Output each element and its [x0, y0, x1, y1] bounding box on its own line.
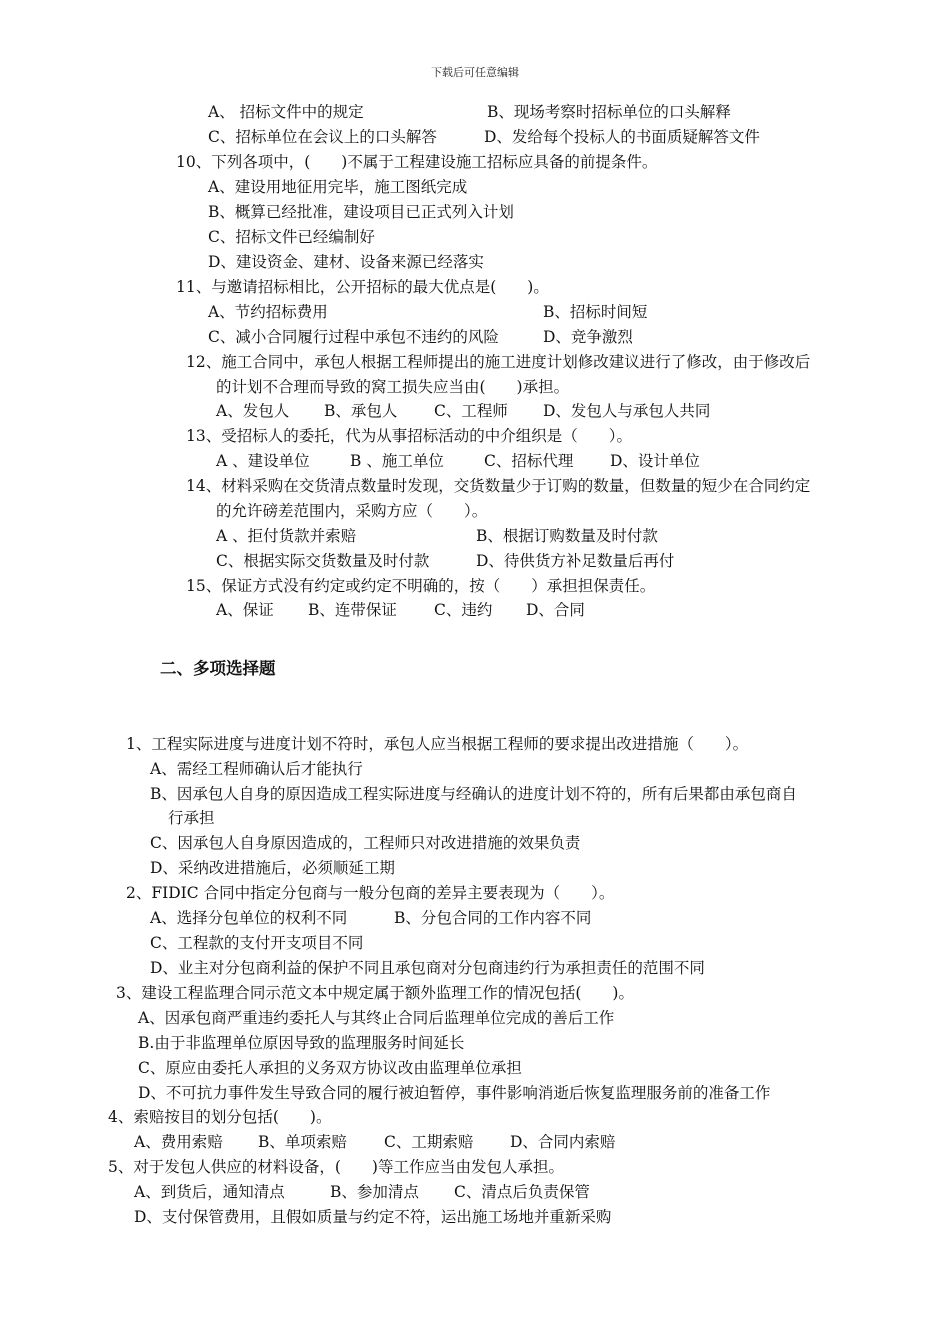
q13-option-d: D、设计单位 [610, 452, 700, 470]
m2-stem: 2、FIDIC 合同中指定分包商与一般分包商的差异主要表现为（ ）。 [126, 884, 615, 902]
m3-option-b: B.由于非监理单位原因导致的监理服务时间延长 [138, 1034, 465, 1052]
q9-option-a: A、 招标文件中的规定 [208, 103, 364, 121]
q15-option-b: B、连带保证 [308, 601, 397, 619]
m1-stem: 1、工程实际进度与进度计划不符时，承包人应当根据工程师的要求提出改进措施（ ）。 [126, 735, 749, 753]
m1-option-b-line2: 行承担 [168, 809, 215, 827]
page-header: 下载后可任意编辑 [431, 66, 519, 79]
q9-option-c: C、招标单位在会议上的口头解答 [208, 128, 437, 146]
q15-option-d: D、合同 [526, 601, 585, 619]
q14-option-a: A 、拒付货款并索赔 [216, 527, 357, 545]
m4-option-b: B、单项索赔 [258, 1133, 347, 1151]
q12-option-a: A、发包人 [216, 402, 290, 420]
q12-stem-line1: 12、施工合同中，承包人根据工程师提出的施工进度计划修改建议进行了修改，由于修改后 [186, 353, 811, 371]
m2-option-b: B、分包合同的工作内容不同 [394, 909, 592, 927]
m5-option-b: B、参加清点 [330, 1183, 419, 1201]
q14-option-b: B、根据订购数量及时付款 [476, 527, 658, 545]
m1-option-c: C、因承包人自身原因造成的，工程师只对改进措施的效果负责 [150, 834, 581, 852]
m4-option-c: C、工期索赔 [384, 1133, 474, 1151]
m1-option-b-line1: B、因承包人自身的原因造成工程实际进度与经确认的进度计划不符的，所有后果都由承包商自 [150, 785, 797, 803]
q11-option-b: B、招标时间短 [543, 303, 648, 321]
q11-option-c: C、减小合同履行过程中承包不违约的风险 [208, 328, 499, 346]
q14-stem-line1: 14、材料采购在交货清点数量时发现，交货数量少于订购的数量，但数量的短少在合同约定 [186, 477, 811, 495]
q11-option-d: D、竞争激烈 [543, 328, 633, 346]
m1-option-a: A、需经工程师确认后才能执行 [150, 760, 363, 778]
q10-stem: 10、下列各项中，( )不属于工程建设施工招标应具备的前提条件。 [176, 153, 658, 171]
section-title-multiple-choice: 二、多项选择题 [160, 659, 276, 678]
q15-option-c: C、违约 [434, 601, 493, 619]
q10-option-d: D、建设资金、建材、设备来源已经落实 [208, 253, 484, 271]
q9-option-d: D、发给每个投标人的书面质疑解答文件 [484, 128, 760, 146]
q13-option-a: A 、建设单位 [216, 452, 310, 470]
q14-stem-line2: 的允许磅差范围内，采购方应（ ）。 [216, 502, 488, 520]
m2-option-a: A、选择分包单位的权利不同 [150, 909, 348, 927]
m3-option-c: C、原应由委托人承担的义务双方协议改由监理单位承担 [138, 1059, 522, 1077]
q15-stem: 15、保证方式没有约定或约定不明确的，按（ ）承担担保责任。 [186, 577, 656, 595]
q12-option-c: C、工程师 [434, 402, 508, 420]
m4-stem: 4、索赔按目的划分包括( )。 [108, 1108, 332, 1126]
m5-option-c: C、清点后负责保管 [454, 1183, 590, 1201]
m4-option-a: A、费用索赔 [134, 1133, 223, 1151]
m1-option-d: D、采纳改进措施后，必须顺延工期 [150, 859, 395, 877]
q13-option-c: C、招标代理 [484, 452, 574, 470]
q10-option-c: C、招标文件已经编制好 [208, 228, 375, 246]
m5-stem: 5、对于发包人供应的材料设备，( )等工作应当由发包人承担。 [108, 1158, 564, 1176]
q12-option-d: D、发包人与承包人共同 [543, 402, 711, 420]
q11-stem: 11、与邀请招标相比，公开招标的最大优点是( )。 [176, 278, 549, 296]
q14-option-c: C、根据实际交货数量及时付款 [216, 552, 430, 570]
m4-option-d: D、合同内索赔 [510, 1133, 616, 1151]
m3-stem: 3、建设工程监理合同示范文本中规定属于额外监理工作的情况包括( )。 [116, 984, 634, 1002]
q13-stem: 13、受招标人的委托，代为从事招标活动的中介组织是（ ）。 [186, 427, 632, 445]
q13-option-b: B 、施工单位 [350, 452, 444, 470]
q12-stem-line2: 的计划不合理而导致的窝工损失应当由( )承担。 [216, 378, 570, 396]
m2-option-d: D、业主对分包商利益的保护不同且承包商对分包商违约行为承担责任的范围不同 [150, 959, 705, 977]
q10-option-a: A、建设用地征用完毕，施工图纸完成 [208, 178, 468, 196]
m2-option-c: C、工程款的支付开支项目不同 [150, 934, 364, 952]
m3-option-a: A、因承包商严重违约委托人与其终止合同后监理单位完成的善后工作 [138, 1009, 615, 1027]
q10-option-b: B、概算已经批准，建设项目已正式列入计划 [208, 203, 514, 221]
q11-option-a: A、节约招标费用 [208, 303, 328, 321]
q14-option-d: D、待供货方补足数量后再付 [476, 552, 675, 570]
q9-option-b: B、现场考察时招标单位的口头解释 [487, 103, 731, 121]
m5-option-a: A、到货后，通知清点 [134, 1183, 285, 1201]
q15-option-a: A、保证 [216, 601, 274, 619]
m3-option-d: D、不可抗力事件发生导致合同的履行被迫暂停，事件影响消逝后恢复监理服务前的准备工作 [138, 1084, 771, 1102]
m5-option-d: D、支付保管费用，且假如质量与约定不符，运出施工场地并重新采购 [134, 1208, 612, 1226]
q12-option-b: B、承包人 [324, 402, 398, 420]
